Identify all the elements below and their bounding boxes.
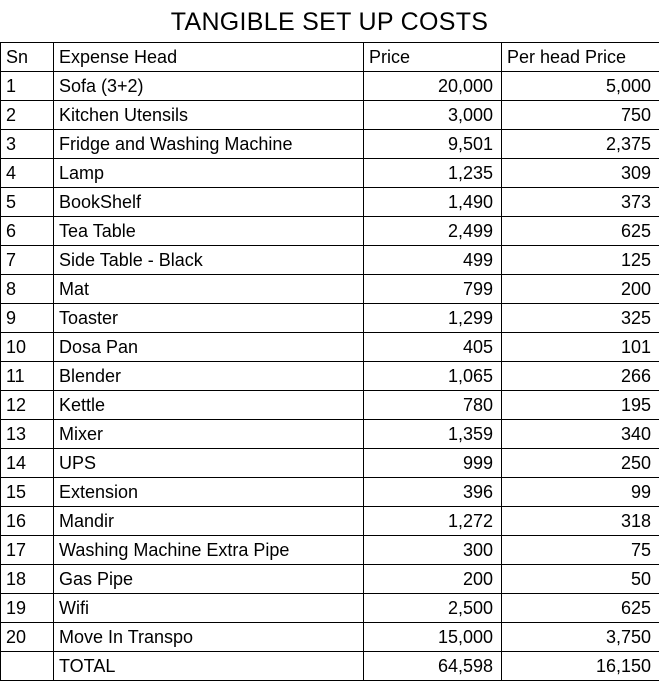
per-head-price-cell[interactable]: 50 [502,565,659,594]
header-expense-head[interactable]: Expense Head [54,43,364,72]
price-cell[interactable]: 3,000 [364,101,502,130]
table-row [1,391,659,420]
table-row [1,275,659,304]
per-head-price-cell[interactable]: 266 [502,362,659,391]
expense-cell[interactable]: Kitchen Utensils [54,101,364,130]
price-cell[interactable]: 2,500 [364,594,502,623]
header-price[interactable]: Price [364,43,502,72]
per-head-price-cell[interactable]: 625 [502,217,659,246]
per-head-price-cell[interactable]: 3,750 [502,623,659,652]
table-row [1,565,659,594]
per-head-price-cell[interactable]: 195 [502,391,659,420]
price-cell[interactable]: 9,501 [364,130,502,159]
per-head-price-cell[interactable]: 625 [502,594,659,623]
per-head-price-cell[interactable]: 99 [502,478,659,507]
expense-cell[interactable]: Mandir [54,507,364,536]
per-head-price-cell[interactable]: 318 [502,507,659,536]
table-row [1,420,659,449]
sn-cell[interactable]: 6 [1,217,54,246]
sn-cell[interactable]: 2 [1,101,54,130]
sn-cell[interactable]: 5 [1,188,54,217]
sn-cell[interactable]: 13 [1,420,54,449]
expense-cell[interactable]: Mixer [54,420,364,449]
table-row [1,536,659,565]
price-cell[interactable]: 799 [364,275,502,304]
sn-cell[interactable]: 3 [1,130,54,159]
per-head-price-cell[interactable]: 340 [502,420,659,449]
header-sn[interactable]: Sn [1,43,54,72]
price-cell[interactable]: 396 [364,478,502,507]
price-cell[interactable]: 300 [364,536,502,565]
table-row [1,130,659,159]
expense-cell[interactable]: Kettle [54,391,364,420]
sn-cell[interactable]: 7 [1,246,54,275]
expense-cell[interactable]: TOTAL [54,652,364,681]
expense-cell[interactable]: Lamp [54,159,364,188]
price-cell[interactable]: 1,235 [364,159,502,188]
sn-cell[interactable]: 9 [1,304,54,333]
expense-cell[interactable]: BookShelf [54,188,364,217]
per-head-price-cell[interactable]: 75 [502,536,659,565]
sn-cell[interactable]: 20 [1,623,54,652]
per-head-price-cell[interactable]: 200 [502,275,659,304]
expense-cell[interactable]: Sofa (3+2) [54,72,364,101]
sn-cell[interactable]: 16 [1,507,54,536]
sn-cell[interactable]: 4 [1,159,54,188]
table-row [1,362,659,391]
expense-cell[interactable]: Dosa Pan [54,333,364,362]
sn-cell[interactable]: 8 [1,275,54,304]
expense-cell[interactable]: Gas Pipe [54,565,364,594]
expense-cell[interactable]: Mat [54,275,364,304]
price-cell[interactable]: 64,598 [364,652,502,681]
per-head-price-cell[interactable]: 750 [502,101,659,130]
per-head-price-cell[interactable]: 309 [502,159,659,188]
table-row [1,72,659,101]
header-row [1,43,659,72]
expense-cell[interactable]: Side Table - Black [54,246,364,275]
expense-cell[interactable]: Wifi [54,594,364,623]
per-head-price-cell[interactable]: 250 [502,449,659,478]
price-cell[interactable]: 1,272 [364,507,502,536]
price-cell[interactable]: 1,359 [364,420,502,449]
price-cell[interactable]: 1,065 [364,362,502,391]
table-row [1,478,659,507]
sn-cell[interactable]: 14 [1,449,54,478]
sn-cell[interactable]: 11 [1,362,54,391]
per-head-price-cell[interactable]: 2,375 [502,130,659,159]
sn-cell[interactable]: 10 [1,333,54,362]
expense-cell[interactable]: Toaster [54,304,364,333]
price-cell[interactable]: 780 [364,391,502,420]
price-cell[interactable]: 2,499 [364,217,502,246]
table-row [1,246,659,275]
per-head-price-cell[interactable]: 125 [502,246,659,275]
sn-cell[interactable]: 19 [1,594,54,623]
expense-cell[interactable]: Move In Transpo [54,623,364,652]
price-cell[interactable]: 200 [364,565,502,594]
per-head-price-cell[interactable]: 5,000 [502,72,659,101]
table-row [1,188,659,217]
expense-cell[interactable]: Washing Machine Extra Pipe [54,536,364,565]
table-row [1,623,659,652]
per-head-price-cell[interactable]: 325 [502,304,659,333]
expense-cell[interactable]: Blender [54,362,364,391]
price-cell[interactable]: 15,000 [364,623,502,652]
expense-cell[interactable]: Extension [54,478,364,507]
price-cell[interactable]: 20,000 [364,72,502,101]
sn-cell[interactable]: 15 [1,478,54,507]
sn-cell[interactable]: 1 [1,72,54,101]
header-per-head-price[interactable]: Per head Price [502,43,659,72]
table-row [1,594,659,623]
price-cell[interactable]: 499 [364,246,502,275]
total-row [1,652,659,681]
table-row [1,333,659,362]
table-row [1,159,659,188]
sn-cell[interactable]: 17 [1,536,54,565]
table-row [1,304,659,333]
cost-table [0,42,659,681]
sn-cell[interactable] [1,652,54,681]
table-row [1,507,659,536]
price-cell[interactable]: 1,299 [364,304,502,333]
price-cell[interactable]: 999 [364,449,502,478]
expense-cell[interactable]: Fridge and Washing Machine [54,130,364,159]
per-head-price-cell[interactable]: 373 [502,188,659,217]
table-row [1,217,659,246]
table-row [1,449,659,478]
expense-cell[interactable]: Tea Table [54,217,364,246]
table-row [1,101,659,130]
price-cell[interactable]: 405 [364,333,502,362]
sn-cell[interactable]: 12 [1,391,54,420]
per-head-price-cell[interactable]: 101 [502,333,659,362]
price-cell[interactable]: 1,490 [364,188,502,217]
sheet-title: TANGIBLE SET UP COSTS [170,8,489,36]
sn-cell[interactable]: 18 [1,565,54,594]
per-head-price-cell[interactable]: 16,150 [502,652,659,681]
expense-cell[interactable]: UPS [54,449,364,478]
